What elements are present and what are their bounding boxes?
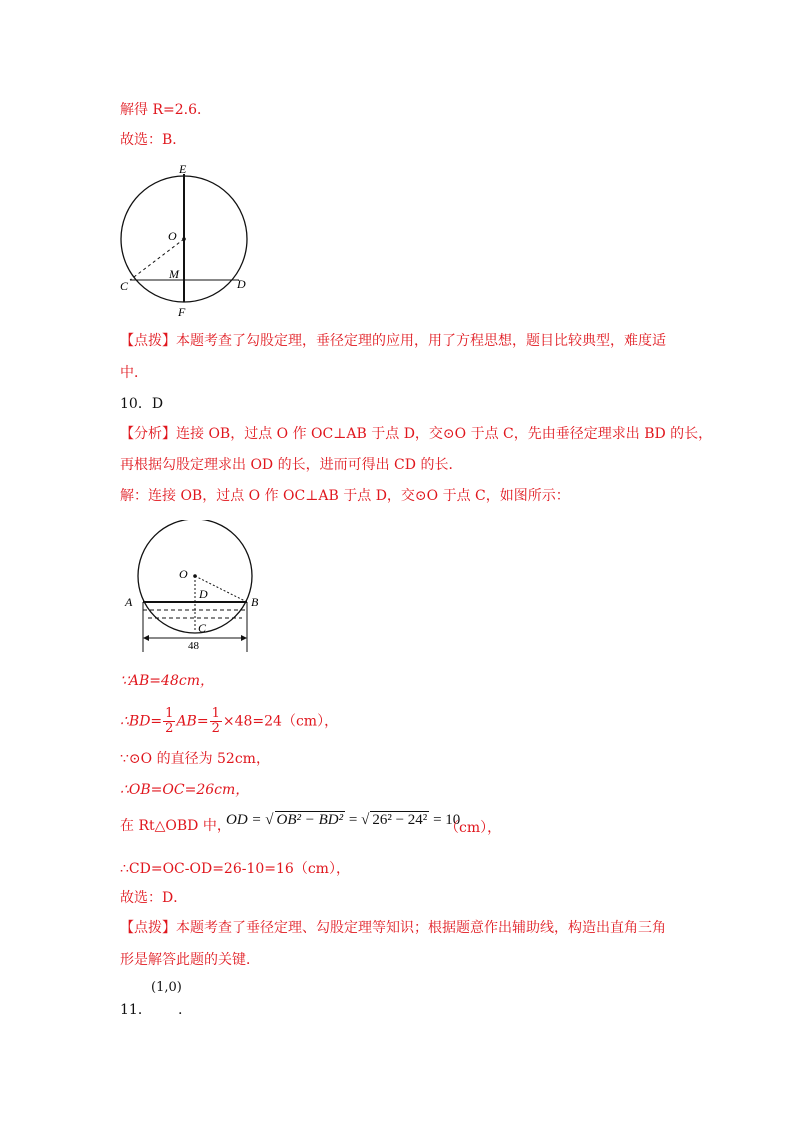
- sqrt-symbol-1: √: [265, 812, 274, 828]
- step-rt-triangle: 在 Rt△OBD 中，: [120, 818, 231, 834]
- analysis-line-2: 再根据勾股定理求出 OD 的长，进而可得出 CD 的长．: [120, 457, 463, 473]
- label-d-2: D: [199, 587, 208, 601]
- step-bd-b: AB=: [176, 713, 209, 730]
- label-o-2: O: [179, 567, 188, 581]
- label-d: D: [237, 277, 246, 291]
- circle-figure-2: [118, 520, 268, 660]
- step-cd: ∴CD=OC-OD=26-10=16（cm），: [120, 861, 350, 877]
- tip-line-2: 中．: [120, 365, 148, 381]
- analysis-line-1: [120, 424, 712, 444]
- label-c-2: C: [198, 621, 207, 635]
- step-bd: [120, 707, 338, 736]
- analysis-text: 连接 OB，过点 O 作 OC⊥AB 于点 D，交⊙O 于点 C，先由垂径定理求出 BD 的长，: [176, 426, 713, 442]
- formula-eq: =: [345, 812, 362, 828]
- analysis-tag: 【分析】: [120, 426, 176, 442]
- formula-unit: （cm），: [445, 820, 502, 836]
- solve-r-line: 解得 R=2.6．: [120, 102, 211, 118]
- tip2-tag: 【点拨】: [120, 920, 176, 936]
- half-fraction-2: $\frac{1}{2}$: [211, 706, 220, 736]
- question-11-period: .: [178, 1002, 183, 1018]
- label-m: M: [169, 267, 179, 281]
- length-48-label: 48: [188, 640, 199, 652]
- question-10-answer: 10．D: [120, 396, 164, 412]
- label-c: C: [120, 279, 129, 293]
- circle-figure-1: [110, 160, 270, 320]
- tip2-line-1: [120, 918, 666, 938]
- formula-radicand-1: OB² − BD²: [276, 812, 344, 828]
- step-ob-oc: ∴OB=OC=26cm，: [120, 782, 250, 798]
- step-ab: ∵AB=48cm，: [120, 673, 214, 689]
- tip2-text: 本题考查了垂径定理、勾股定理等知识；根据题意作出辅助线，构造出直角三角: [176, 920, 666, 936]
- sqrt-symbol-2: √: [361, 812, 370, 828]
- label-b-2: B: [251, 595, 259, 609]
- label-f: F: [178, 305, 186, 319]
- step-bd-c: ×48=24（cm），: [222, 713, 339, 730]
- formula-rhs: = 10: [429, 812, 461, 828]
- question-11-number: 11．: [120, 1002, 152, 1018]
- formula-radicand-2: 26² − 24²: [372, 812, 428, 828]
- step-bd-a: ∴BD=: [120, 713, 163, 730]
- tip-text: 本题考查了勾股定理，垂径定理的应用，用了方程思想，题目比较典型，难度适: [176, 333, 666, 349]
- label-o: O: [168, 229, 177, 243]
- step-diameter: ∵⊙O 的直径为 52cm，: [120, 751, 270, 767]
- tip-tag: 【点拨】: [120, 333, 176, 349]
- half-fraction-1: $\frac{1}{2}$: [165, 706, 174, 736]
- tip-line-1: [120, 331, 666, 351]
- choice-b-line: 故选：B．: [120, 132, 187, 148]
- label-a-2: A: [125, 595, 133, 609]
- formula-lhs: OD =: [226, 812, 266, 828]
- od-formula: [226, 811, 460, 829]
- label-e: E: [179, 162, 187, 176]
- question-11-answer: (1,0): [151, 980, 182, 995]
- tip2-line-2: 形是解答此题的关键．: [120, 952, 260, 968]
- solution-intro: 解：连接 OB，过点 O 作 OC⊥AB 于点 D，交⊙O 于点 C，如图所示：: [120, 488, 570, 504]
- choice-d-line: 故选：D．: [120, 890, 188, 906]
